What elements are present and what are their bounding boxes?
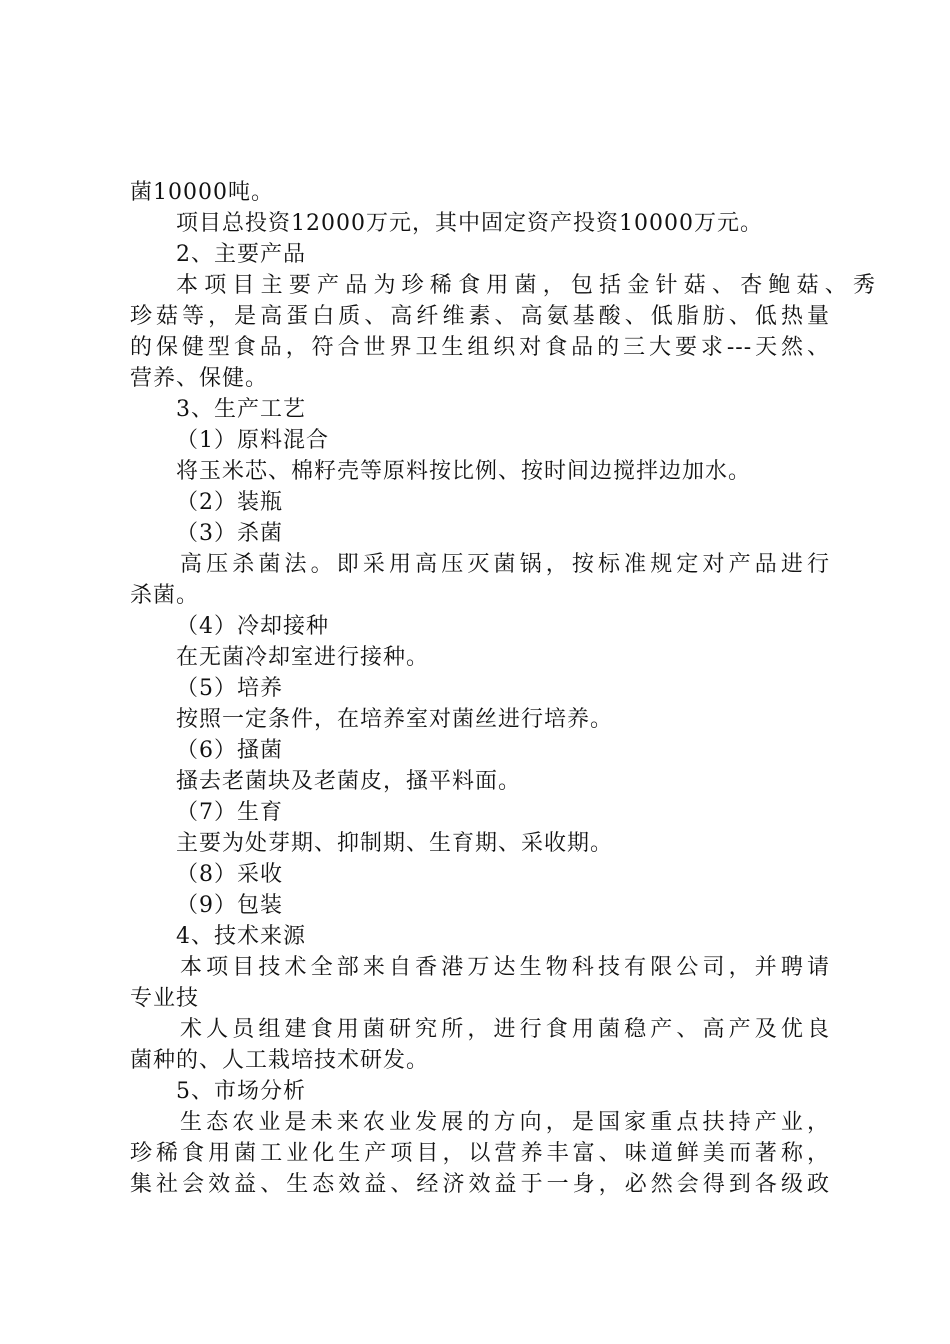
text-line: 本项目主要产品为珍稀食用菌，包括金针菇、杏鲍菇、秀	[176, 273, 876, 298]
section-heading: 4、技术来源	[176, 924, 306, 949]
step-heading: （9）包装	[176, 893, 283, 918]
text-line: 杀菌。	[130, 583, 200, 608]
section-heading: 2、主要产品	[176, 242, 306, 267]
step-heading: （6）搔菌	[176, 738, 283, 763]
step-heading: （2）装瓶	[176, 490, 283, 515]
text-line: 按照一定条件，在培养室对菌丝进行培养。	[176, 707, 614, 732]
text-line: 菌种的、人工栽培技术研发。	[130, 1048, 430, 1073]
text-line: 搔去老菌块及老菌皮，搔平料面。	[176, 769, 522, 794]
step-heading: （5）培养	[176, 676, 283, 701]
text-line: 本项目技术全部来自香港万达生物科技有限公司，并聘请	[180, 955, 830, 980]
text-line: 菌10000吨。	[130, 180, 274, 205]
text-line: 珍稀食用菌工业化生产项目，以营养丰富、味道鲜美而著称，	[130, 1141, 830, 1166]
text-line: 营养、保健。	[130, 366, 269, 391]
step-heading: （4）冷却接种	[176, 614, 329, 639]
section-heading: 3、生产工艺	[176, 397, 306, 422]
text-line: 主要为处芽期、抑制期、生育期、采收期。	[176, 831, 614, 856]
text-line: 在无菌冷却室进行接种。	[176, 645, 430, 670]
section-heading: 5、市场分析	[176, 1079, 306, 1104]
step-heading: （3）杀菌	[176, 521, 283, 546]
text-line: 生态农业是未来农业发展的方向，是国家重点扶持产业，	[180, 1110, 830, 1135]
text-line: 术人员组建食用菌研究所，进行食用菌稳产、高产及优良	[180, 1017, 830, 1042]
step-heading: （7）生育	[176, 800, 283, 825]
text-line: 将玉米芯、棉籽壳等原料按比例、按时间边搅拌边加水。	[176, 459, 752, 484]
step-heading: （8）采收	[176, 862, 283, 887]
text-line: 高压杀菌法。即采用高压灭菌锅，按标准规定对产品进行	[180, 552, 830, 577]
text-line: 专业技	[130, 986, 200, 1011]
text-line: 集社会效益、生态效益、经济效益于一身，必然会得到各级政	[130, 1172, 830, 1197]
text-line: 项目总投资12000万元，其中固定资产投资10000万元。	[176, 211, 763, 236]
step-heading: （1）原料混合	[176, 428, 329, 453]
text-line: 的保健型食品，符合世界卫生组织对食品的三大要求---天然、	[130, 335, 830, 360]
text-line: 珍菇等，是高蛋白质、高纤维素、高氨基酸、低脂肪、低热量	[130, 304, 830, 329]
